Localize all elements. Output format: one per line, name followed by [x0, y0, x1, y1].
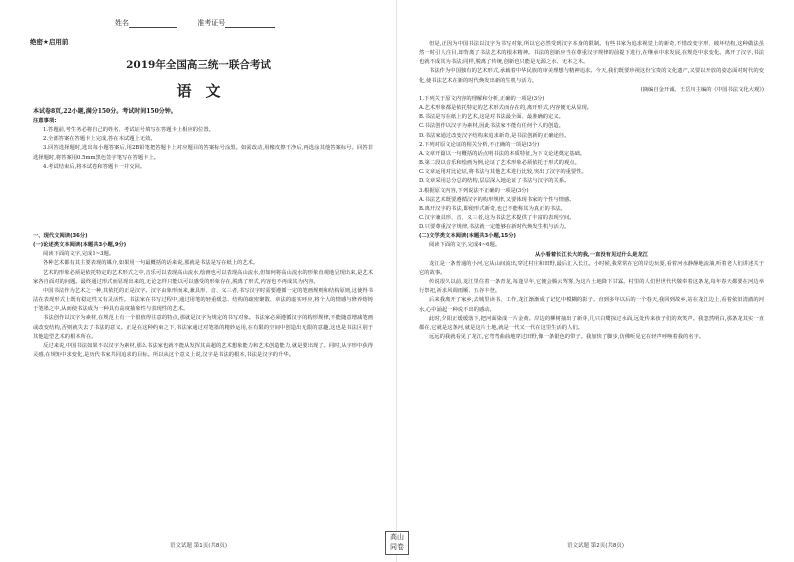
question-stem: 2.下列对原文论证的相关分析,不正确的一项是(3分) [419, 141, 540, 148]
note-item: 3.回答选择题时,选出每小题答案后,用2B铅笔把答题卡上对应题目的答案标号涂黑。如需改动,用橡皮擦干净后,再选涂其他答案标号。回答非选择题时,将答案用0.5mm黑色签字笔写在答题卡上。 [33, 145, 373, 161]
passage-paragraph: 书法作为中国独有的艺术形式,承载着中华民族的审美理想与精神追求。今天,我们既要珍视这份宝贵的文化遗产,又要以开放的姿态面对时代的变化,使书法艺术在新的时代焕发出新的生机与活力。 [419, 68, 764, 84]
story-paragraph: 此时,夕阳正缓缓落下,把河面染成一片金黄。岸边的柳树抽出了新芽,几只白鹭掠过水面,远处传来孩子们的欢笑声。我忽然明白,那条龙其实一直都在,它就是这条河,就是这片土地,就是一代又一代在这里生活的人们。 [419, 315, 764, 331]
name-label: 姓名 [115, 19, 129, 27]
story-title: 从小看着长江长大的我,一直没有见过什么是龙江 [534, 251, 649, 258]
instruction: 阅读下面的文字,完成4~6题。 [429, 242, 501, 249]
page-footer-left: 语文试题 第1页(共8页) [169, 543, 228, 549]
question-option: A.文章开篇以一句概括的话点明书法的本质特征,为下文论述奠定基础。 [419, 150, 586, 157]
candidate-info [115, 18, 293, 28]
question-option: C.书法创作以汉字为素材,因此书法家不能有任何个人的创造。 [419, 123, 564, 130]
section-heading: 一、现代文阅读(36分) [33, 233, 88, 239]
exam-title: 2019年全国高三统一联合考试 [126, 59, 271, 71]
exam-no-label: 准考证号 [197, 19, 226, 27]
exam-intro: 本试卷8页,22小题,满分150分。考试时间150分钟。 [33, 108, 177, 115]
publisher-logo [385, 531, 409, 555]
question-option: D.只要尊重汉字规律,书法就一定能够在新时代焕发生机与活力。 [419, 224, 570, 231]
note-item: 1.答题前,考生务必将自己的姓名、考试证号填写在答题卡上相应的位置。 [43, 127, 214, 134]
question-option: D.文章采用总分总的结构,层层深入地论证了书法与汉字的关系。 [419, 178, 570, 185]
subsection-heading: (一)论述类文本阅读(本题共3小题,9分) [33, 242, 127, 249]
source-citation: (摘编自金开诚、王岳川主编的《中国书法文化大观》) [640, 86, 764, 93]
question-option: D.书法家通过改变汉字结构来追求新奇,是书法创新的正确途径。 [419, 132, 570, 139]
page-right [397, 0, 794, 562]
subsection-heading: (二)文学类文本阅读(本题共3小题,15分) [419, 233, 516, 240]
secret-label: 绝密★启用前 [30, 38, 69, 46]
story-paragraph: 后来我离开了家乡,去城里读书、工作,龙江渐渐成了记忆中模糊的影子。直到多年以后的一个春天,我回到故乡,站在龙江边上,看着依旧清澈的河水,心中涌起一种说不出的感动。 [419, 297, 764, 313]
question-option: B.书法是写在纸上的艺术,这是对书法最全面、最准确的定义。 [419, 114, 564, 121]
right-column-content [419, 40, 764, 530]
reading-passage-1 [33, 232, 373, 532]
name-line [129, 20, 177, 28]
story-paragraph: 远远的我就看见了龙江,它弯弯曲曲地穿过田野,像一条银色的带子。我加快了脚步,仿佛听见它在轻声呼唤着我的名字。 [429, 334, 705, 340]
question-option: B.第二段以音乐和绘画为例,论证了艺术形象必须依托于形式的观点。 [419, 160, 580, 167]
question-option: B.离开汉字的书法,即使形式新奇,也已不能称其为真正的书法。 [419, 205, 566, 212]
passage-paragraph: 各种艺术都有其主要表现的媒介,如果用一句最概括的话来说,那就是书法是写在纸上的艺术。 [43, 260, 259, 267]
question-option: C.汉字兼具形、音、义三者,这为书法艺术提供了丰富的表现空间。 [419, 214, 575, 221]
question-stem: 3.根据原文内容,下列说法不正确的一项是(3分) [419, 187, 529, 194]
question-option: A.艺术形象都是依托特定的艺术形式而存在的,离开形式,内容便无从显现。 [419, 105, 593, 112]
notes-block [33, 117, 373, 172]
subject-title: 语文 [176, 82, 235, 100]
note-item: 2.全部答案在答题卡上完成,答在本试题上无效。 [43, 136, 156, 143]
passage-paragraph: 但是,正因为中国书法以汉字为书写对象,所以它必然受到汉字本身的限制。有些书家为追求视觉上的新奇,不惜改变字形、破坏结构,这种做法虽然一时引人注目,却背离了书法艺术的根本精神。书法的创新应当在尊重汉字规律的前提下进行,在继承中求发展,在规范中求变化。离开了汉字,书法也就不成其为书法;同样,脱离了传统,创新也只能是无源之水、无本之木。 [419, 41, 764, 66]
exam-no-line [225, 20, 275, 28]
logo-bottom-text: 同卷 [390, 543, 404, 551]
logo-top-text: 高山 [390, 533, 404, 541]
story-paragraph: 传说很久以前,龙江里住着一条青龙,每逢旱年,它便会腾云驾雾,为这片土地降下甘霖。村里的人们世世代代敬奉着这条龙,每年春天都要在河边举行祭祀,祈求风调雨顺、五谷丰登。 [419, 279, 764, 295]
note-item: 4.考试结束后,将本试卷和答题卡一并交回。 [43, 163, 146, 170]
passage-paragraph: 反过来说,中国书法如果不以汉字为素材,那么书法家也就不能从发挥其高超的艺术想象能力和艺术创造能力,就是要出现了。同时,从字形中获得灵感,在规矩中求变化,是历代书家共同追求的目标。所以从这个意义上说,汉字是书法的根本,书法是汉字的升华。 [33, 342, 373, 359]
question-option: C.文章运用对比论证,将书法与其他艺术进行比较,突出了汉字的重要性。 [419, 169, 587, 176]
notes-title: 注意事项: [33, 118, 57, 124]
page-footer-right: 语文试题 第2页(共8页) [566, 543, 625, 549]
question-option: A.书法艺术既要遵循汉字的构形规律,又要体现书家的个性与情感。 [419, 196, 575, 203]
passage-paragraph: 中国书法作为艺术之一种,其依托的正是汉字。汉字由象形而来,兼具形、音、义三者,书写汉字时需要遵循一定的笔画规则和结构原则,这使得书法在表现形式上既有稳定性又有灵活性。书法家在书写过程中,通过用笔的轻重缓急、结构的疏密聚散、章法的虚实呼应,将个人的情感与修养熔铸于笔墨之中,从而使书法成为一种具有高度抽象性与表现性的艺术。 [33, 287, 373, 313]
instruction: 阅读下面的文字,完成1~3题。 [43, 251, 115, 258]
passage-paragraph: 书法创作以汉字为素材,在规范上有一个很值得注意的特点,那就是汉字为规定的书写对象。书法家必须遵循汉字的构形规律,不能随意增减笔画或改变结构,否则就失去了书法的意义。正是在这种约束之下,书法家通过对笔墨的精妙运用,在有限的空间中创造出无限的意趣,这也是书法区别于其他造型艺术的根本所在。 [33, 315, 373, 340]
story-paragraph: 龙江是一条普通的小河,它从山间流出,穿过村庄和田野,最后汇入长江。小时候,我常常在它的岸边玩耍,看着河水静静地流淌,听着老人们讲述关于它的故事。 [419, 260, 764, 276]
passage-paragraph: 艺术的形象必须是依托特定的艺术形式之中,音乐可以表现高山流水,绘画也可以表现高山流水,但如何将高山流水的形象直观地呈现出来,是艺术家各自面对的问题。最终通过形式而显现出来的,无论怎样只能以可以感受的形象存在,脱离了形式,内容也不再成其为内容。 [33, 269, 373, 285]
question-stem: 1.下列关于原文内容的理解和分析,正确的一项是(3分) [419, 95, 545, 102]
